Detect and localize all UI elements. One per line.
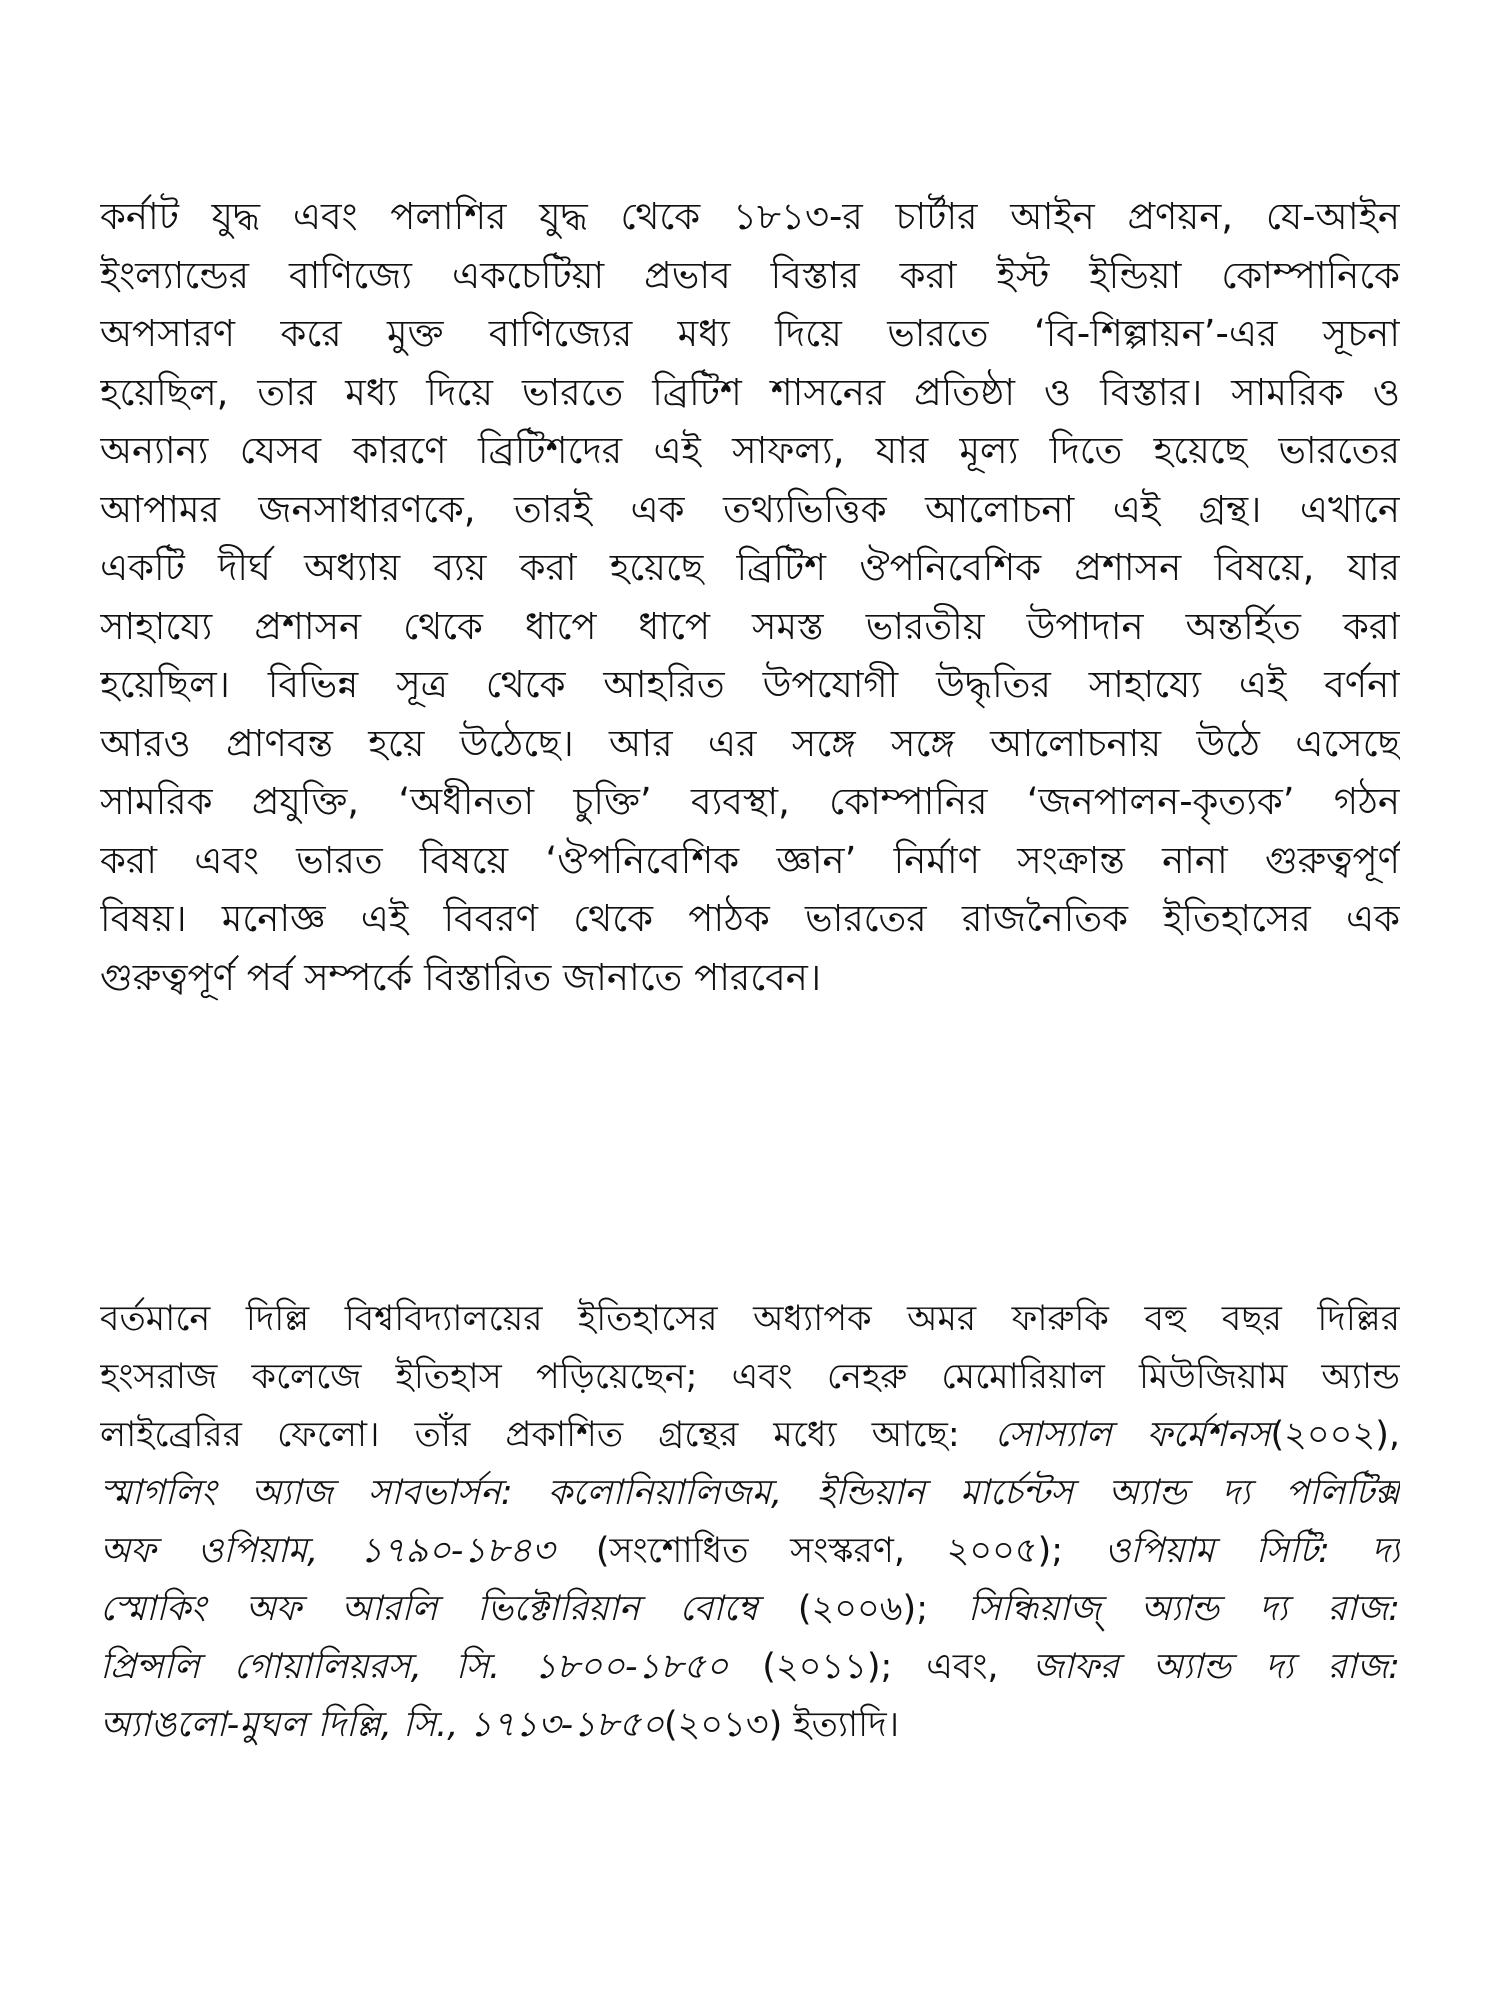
book-title-italic: অ্যাঙলো-মুঘল দিল্লি, সি., ১৭১৩-১৮৫০	[100, 1705, 664, 1745]
author-bio-line: বর্তমানে দিল্লি বিশ্ববিদ্যালয়ের ইতিহাসের অধ্যাপক অমর ফারুকি বহু বছর দিল্লির	[100, 1299, 1400, 1339]
author-bio-line	[100, 1696, 1400, 1754]
bio-text: (সংশোধিত সংস্করণ, ২০০৫);	[554, 1531, 1105, 1571]
author-bio-line	[100, 1406, 1400, 1464]
description-line: ইংল্যান্ডের বাণিজ্যে একচেটিয়া প্রভাব বিস্তার করা ইস্ট ইন্ডিয়া কোম্পানিকে	[100, 253, 1400, 297]
bio-text: (২০১১); এবং,	[728, 1647, 1033, 1687]
description-line: অন্যান্য যেসব কারণে ব্রিটিশদের এই সাফল্য, যার মূল্য দিতে হয়েছে ভারতের	[100, 429, 1400, 472]
book-title-italic: স্মাগলিং অ্যাজ সাবভার্সন: কলোনিয়ালিজম, ইন্ডিয়ান মার্চেন্টস অ্যান্ড দ্য পলিটিক্স	[100, 1473, 1400, 1513]
description-line: আরও প্রাণবন্ত হয়ে উঠেছে। আর এর সঙ্গে সঙ্গে আলোচনায় উঠে এসেছে	[100, 721, 1400, 765]
book-title-italic: স্মোকিং অফ আরলি ভিক্টোরিয়ান বোম্বে	[100, 1589, 758, 1629]
description-line: আপামর জনসাধারণকে, তারই এক তথ্যভিত্তিক আলোচনা এই গ্রন্থ। এখানে	[100, 487, 1400, 531]
bio-text: (২০১৩) ইত্যাদি।	[664, 1705, 900, 1745]
bio-text: (২০০৬);	[758, 1589, 968, 1629]
author-bio	[100, 1290, 1400, 1754]
book-title-italic: প্রিন্সলি গোয়ালিয়রস, সি. ১৮০০-১৮৫০	[100, 1647, 729, 1687]
book-title-italic: সোস্যাল ফর্মেশনস	[994, 1415, 1271, 1455]
book-title-italic: জাফর অ্যান্ড দ্য রাজ:	[1032, 1647, 1400, 1687]
description-line: হয়েছিল। বিভিন্ন সূত্র থেকে আহরিত উপযোগী উদ্ধৃতির সাহায্যে এই বর্ণনা	[100, 663, 1400, 706]
author-bio-line: হংসরাজ কলেজে ইতিহাস পড়িয়েছেন; এবং নেহরু মেমোরিয়াল মিউজিয়াম অ্যান্ড	[100, 1357, 1400, 1397]
author-bio-line	[100, 1522, 1400, 1580]
book-title-italic: ওপিয়াম সিটি: দ্য	[1104, 1531, 1400, 1571]
author-bio-line	[100, 1580, 1400, 1638]
bio-text: (২০০২),	[1270, 1415, 1400, 1455]
description-line: বিষয়। মনোজ্ঞ এই বিবরণ থেকে পাঠক ভারতের রাজনৈতিক ইতিহাসের এক	[100, 897, 1400, 940]
description-line: অপসারণ করে মুক্ত বাণিজ্যের মধ্য দিয়ে ভারতে ‘বি-শিল্পায়ন’-এর সূচনা	[100, 312, 1400, 355]
description-line: হয়েছিল, তার মধ্য দিয়ে ভারতে ব্রিটিশ শাসনের প্রতিষ্ঠা ও বিস্তার। সামরিক ও	[100, 370, 1400, 414]
description-line: করা এবং ভারত বিষয়ে ‘ঔপনিবেশিক জ্ঞান’ নির্মাণ সংক্রান্ত নানা গুরুত্বপূর্ণ	[100, 838, 1400, 882]
book-description	[100, 188, 1400, 1007]
description-line: গুরুত্বপূর্ণ পর্ব সম্পর্কে বিস্তারিত জানাতে পারবেন।	[100, 955, 822, 999]
description-line: সামরিক প্রযুক্তি, ‘অধীনতা চুক্তি’ ব্যবস্থা, কোম্পানির ‘জনপালন-কৃত্যক’ গঠন	[100, 780, 1400, 823]
book-title-italic: অফ ওপিয়াম, ১৭৯০-১৮৪৩	[100, 1531, 555, 1571]
author-bio-line	[100, 1638, 1400, 1696]
description-line: সাহায্যে প্রশাসন থেকে ধাপে ধাপে সমস্ত ভারতীয় উপাদান অন্তর্হিত করা	[100, 604, 1400, 648]
description-line: একটি দীর্ঘ অধ্যায় ব্যয় করা হয়েছে ব্রিটিশ ঔপনিবেশিক প্রশাসন বিষয়ে, যার	[100, 546, 1400, 589]
book-title-italic: সিন্ধিয়াজ্ অ্যান্ড দ্য রাজ:	[967, 1589, 1400, 1629]
bio-text: লাইব্রেরির ফেলো। তাঁর প্রকাশিত গ্রন্থের মধ্যে আছে:	[100, 1415, 995, 1455]
description-line: কর্নাট যুদ্ধ এবং পলাশির যুদ্ধ থেকে ১৮১৩-র চার্টার আইন প্রণয়ন, যে-আইন	[100, 195, 1400, 238]
